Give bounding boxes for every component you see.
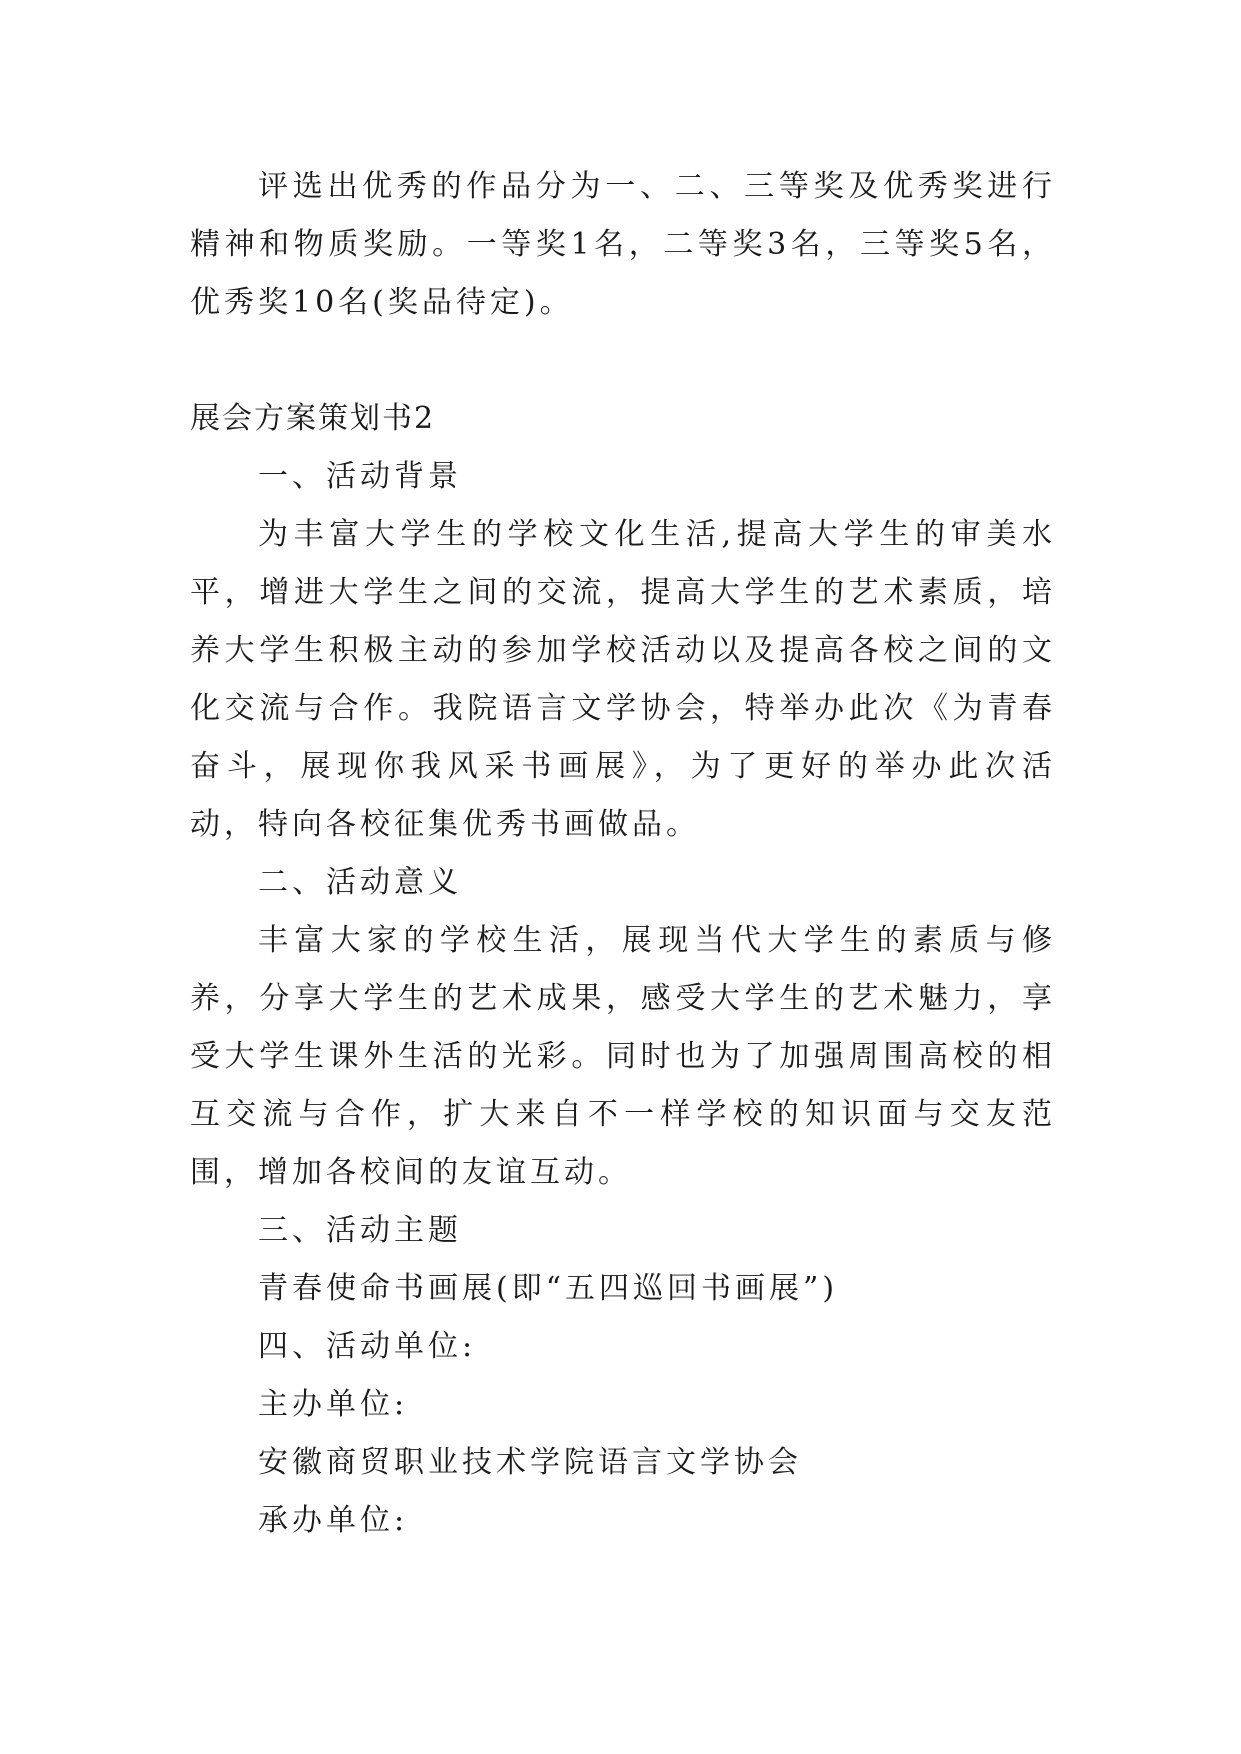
paragraph-gap bbox=[190, 332, 1056, 390]
significance-text: 丰富大家的学校生活，展现当代大学生的素质与修养，分享大学生的艺术成果，感受大学生的艺术魅力，享受大学生课外生活的光彩。同时也为了加强周围高校的相互交流与合作，扩大来自不一样学校的知识面与交友范围，增加各校间的友谊互动。 bbox=[190, 923, 1056, 1190]
theme-heading: 三、活动主题 bbox=[258, 1213, 462, 1248]
theme-text: 青春使命书画展(即“五四巡回书画展”) bbox=[258, 1271, 839, 1306]
award-paragraph: 评选出优秀的作品分为一、二、三等奖及优秀奖进行精神和物质奖励。一等奖1名，二等奖3名，三等奖5名，优秀奖10名(奖品待定)。 bbox=[190, 169, 1056, 320]
host-label: 主办单位: bbox=[258, 1387, 409, 1422]
host-name: 安徽商贸职业技术学院语言文学协会 bbox=[258, 1445, 802, 1480]
document-title: 展会方案策划书2 bbox=[190, 401, 436, 436]
significance-heading: 二、活动意义 bbox=[258, 865, 462, 900]
document-page bbox=[190, 158, 1056, 1550]
background-text: 为丰富大学生的学校文化生活,提高大学生的审美水平，增进大学生之间的交流，提高大学生的艺术素质，培养大学生积极主动的参加学校活动以及提高各校之间的文化交流与合作。我院语言文学协会，特举办此次《为青春奋斗，展现你我风采书画展》，为了更好的举办此次活动，特向各校征集优秀书画做品。 bbox=[190, 517, 1056, 842]
units-heading: 四、活动单位: bbox=[258, 1329, 477, 1364]
background-heading: 一、活动背景 bbox=[258, 459, 462, 494]
organizer-label: 承办单位: bbox=[258, 1503, 409, 1538]
